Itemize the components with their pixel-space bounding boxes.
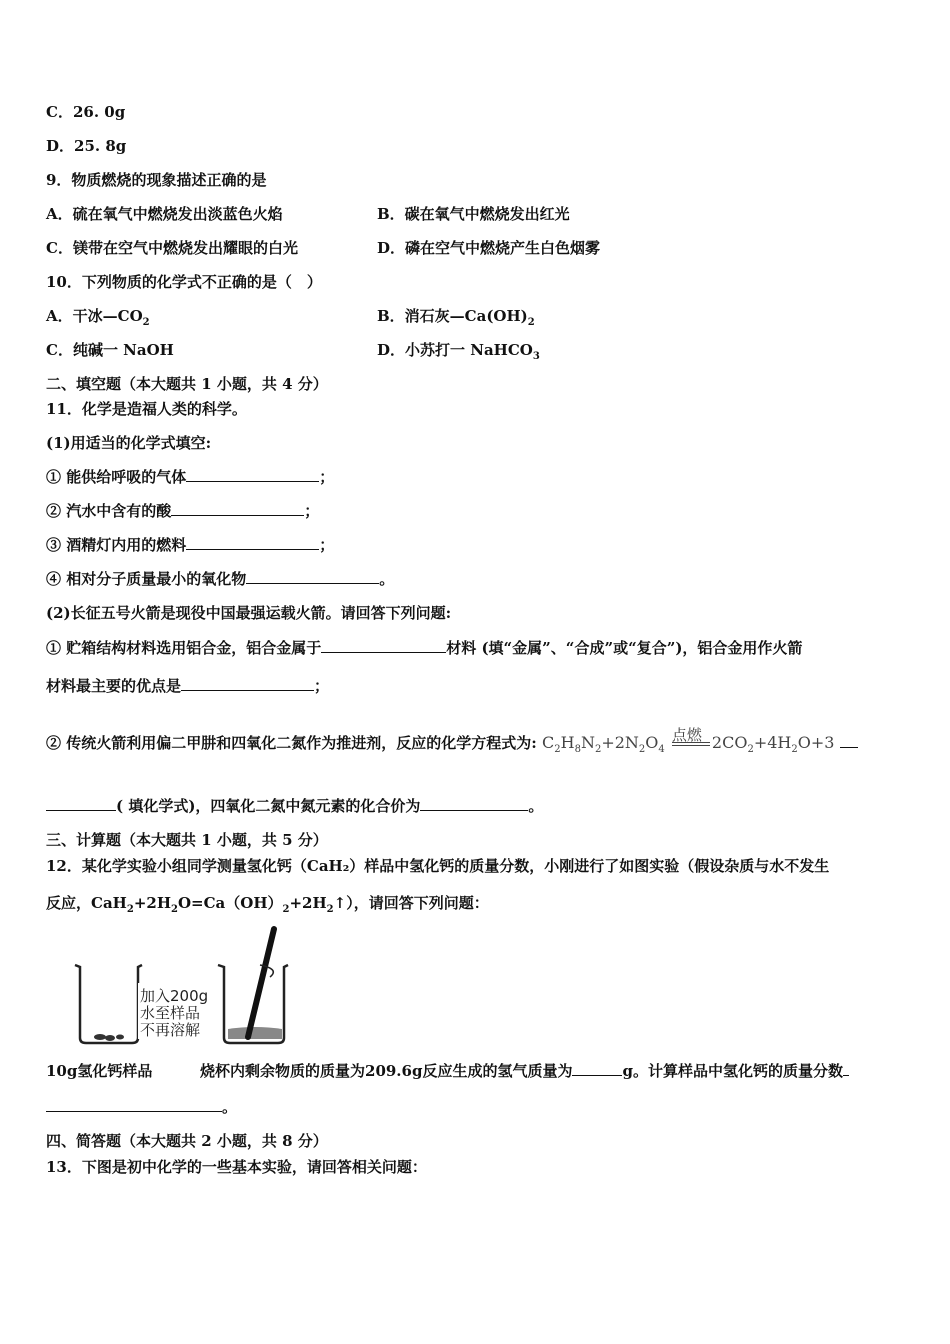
chemical-equation: $C_2H_8N_2+2N_2O_4$ 点燃 $2CO_2+4H_2O+3$ xyxy=(542,725,835,756)
section-4-heading: 四、简答题（本大题共 2 小题，共 8 分） xyxy=(46,1132,328,1150)
q12-question: 烧杯内剩余物质的质量为209.6g反应生成的氢气质量为 g。计算样品中氢化钙的质量分数 xyxy=(200,1061,849,1081)
answer-blank[interactable] xyxy=(186,535,319,550)
q8-option-c: C．26. 0g xyxy=(46,103,126,121)
reaction-condition: 点燃 xyxy=(671,725,702,744)
beaker-left-icon xyxy=(75,965,142,1043)
q10-stem: 10．下列物质的化学式不正确的是（ ） xyxy=(46,273,322,291)
q11-part2: (2)长征五号火箭是现役中国最强运载火箭。请回答下列问题: xyxy=(46,604,452,622)
figure-label-line: 加入200g xyxy=(140,987,209,1005)
q8-option-d: D．25. 8g xyxy=(46,137,127,155)
q10-option-d: D．小苏打一 NaHCO$_3$ xyxy=(377,341,540,362)
q11-r1: ① 贮箱结构材料选用铝合金，铝合金属于 材料 (填“金属”、“合成”或“复合”)，铝合金用作火箭 xyxy=(46,639,803,657)
answer-blank[interactable] xyxy=(321,638,446,653)
q11-r2: ② 传统火箭利用偏二甲肼和四氧化二氮作为推进剂，反应的化学方程式为: $C_2H_8N_2+2N_2O_4$ 点燃 $2CO_2+4H_2O+3$ xyxy=(46,733,858,760)
q12-answer-line: 。 xyxy=(46,1097,237,1117)
sample-icon xyxy=(94,1034,124,1041)
q12-caption-sample: 10g氢化钙样品 xyxy=(46,1062,153,1080)
answer-blank[interactable] xyxy=(843,1061,849,1076)
equals-sign-icon xyxy=(671,725,710,746)
q11-stem: 11．化学是造福人类的科学。 xyxy=(46,400,247,418)
answer-blank[interactable] xyxy=(840,733,858,748)
answer-blank[interactable] xyxy=(572,1061,622,1076)
answer-blank[interactable] xyxy=(420,796,528,811)
answer-blank[interactable] xyxy=(171,501,304,516)
q11-r1-cont: 材料最主要的优点是 ； xyxy=(46,677,330,695)
section-2-heading: 二、填空题（本大题共 1 小题，共 4 分） xyxy=(46,375,328,393)
q11-item-4: ④ 相对分子质量最小的氧化物 。 xyxy=(46,570,395,588)
figure-label-line: 水至样品 xyxy=(140,1004,201,1022)
answer-blank[interactable] xyxy=(186,467,319,482)
q13-stem: 13．下图是初中化学的一些基本实验，请回答相关问题： xyxy=(46,1158,427,1176)
q11-item-2: ② 汽水中含有的酸 ； xyxy=(46,502,320,520)
answer-blank[interactable] xyxy=(46,796,116,811)
q9-option-c: C．镁带在空气中燃烧发出耀眼的白光 xyxy=(46,239,298,257)
q11-r3: ( 填化学式)，四氧化二氮中氮元素的化合价为 。 xyxy=(46,796,543,816)
section-3-heading: 三、计算题（本大题共 1 小题，共 5 分） xyxy=(46,831,328,849)
q10-option-c: C．纯碱一 NaOH xyxy=(46,341,174,359)
answer-blank[interactable] xyxy=(181,676,314,691)
q11-part1: (1)用适当的化学式填空: xyxy=(46,434,212,452)
q12-stem-line1: 12．某化学实验小组同学测量氢化钙（CaH₂）样品中氢化钙的质量分数，小刚进行了如图实验（假设杂质与水不发生 xyxy=(46,857,830,875)
q9-option-d: D．磷在空气中燃烧产生白色烟雾 xyxy=(377,239,601,257)
q9-option-b: B．碳在氧气中燃烧发出红光 xyxy=(377,205,570,223)
figure-label-line: 不再溶解 xyxy=(140,1021,201,1039)
q9-stem: 9．物质燃烧的现象描述正确的是 xyxy=(46,171,267,189)
q12-stem-line2: 反应，$CaH_2+2H_2O=Ca(OH)_2+2H_2↑$），请回答下列问题： xyxy=(46,894,489,915)
q11-item-3: ③ 酒精灯内用的燃料 ； xyxy=(46,536,335,554)
experiment-figure xyxy=(70,925,300,1050)
answer-blank[interactable] xyxy=(46,1097,222,1112)
answer-blank[interactable] xyxy=(246,569,379,584)
q9-option-a: A．硫在氧气中燃烧发出淡蓝色火焰 xyxy=(46,205,283,223)
q10-option-b: B．消石灰$—Ca(OH)_2$ xyxy=(377,307,535,328)
solution-icon xyxy=(228,1027,282,1039)
glass-rod-icon xyxy=(248,929,274,1037)
q10-option-a: A．干冰$—CO_2$ xyxy=(46,307,150,328)
q11-item-1: ① 能供给呼吸的气体 ； xyxy=(46,468,335,486)
